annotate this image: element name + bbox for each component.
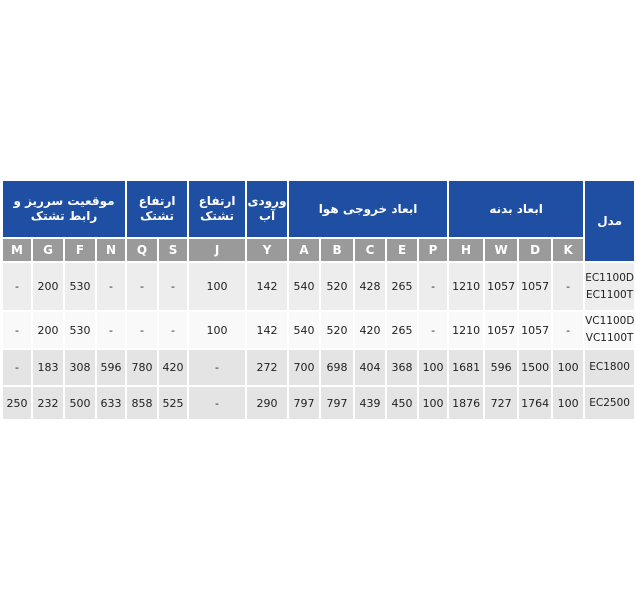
table-cell: - bbox=[3, 312, 31, 348]
table-cell: 200 bbox=[33, 263, 63, 310]
table-cell: 368 bbox=[387, 350, 417, 385]
table-cell: 1210 bbox=[449, 312, 483, 348]
table-cell: 100 bbox=[419, 350, 447, 385]
group-body: ابعاد بدنه bbox=[449, 181, 583, 237]
table-cell: 540 bbox=[289, 263, 319, 310]
table-cell: - bbox=[3, 350, 31, 385]
column-header: S bbox=[159, 239, 187, 261]
table-cell: 272 bbox=[247, 350, 287, 385]
table-cell: 530 bbox=[65, 263, 95, 310]
table-body bbox=[3, 263, 634, 419]
table-cell: 420 bbox=[159, 350, 187, 385]
table-cell: 439 bbox=[355, 387, 385, 419]
group-header-row bbox=[3, 181, 634, 237]
table-cell: 250 bbox=[3, 387, 31, 419]
spec-table bbox=[1, 179, 636, 421]
table-row bbox=[3, 387, 634, 419]
column-header: W bbox=[485, 239, 517, 261]
table-cell: - bbox=[419, 312, 447, 348]
table-cell: 308 bbox=[65, 350, 95, 385]
table-cell: 100 bbox=[553, 350, 583, 385]
table-cell: 232 bbox=[33, 387, 63, 419]
model-name: VC1100T bbox=[585, 332, 634, 344]
table-cell: 265 bbox=[387, 312, 417, 348]
table-cell: - bbox=[553, 312, 583, 348]
table-cell: 100 bbox=[553, 387, 583, 419]
table-cell: 780 bbox=[127, 350, 157, 385]
table-cell: - bbox=[97, 263, 125, 310]
table-cell: 1210 bbox=[449, 263, 483, 310]
model-cell bbox=[585, 387, 634, 419]
table-cell: - bbox=[127, 263, 157, 310]
table-cell: 100 bbox=[189, 312, 245, 348]
model-name: EC2500 bbox=[589, 396, 630, 409]
table-cell: 142 bbox=[247, 312, 287, 348]
column-header: N bbox=[97, 239, 125, 261]
table-cell: 1057 bbox=[485, 312, 517, 348]
table-cell: 520 bbox=[321, 263, 353, 310]
column-header: C bbox=[355, 239, 385, 261]
group-air-outlet: ابعاد خروجی هوا bbox=[289, 181, 447, 237]
table-cell: 1057 bbox=[519, 312, 551, 348]
table-cell: 183 bbox=[33, 350, 63, 385]
table-row bbox=[3, 263, 634, 310]
table-cell: 700 bbox=[289, 350, 319, 385]
table-row bbox=[3, 350, 634, 385]
model-name: VC1100D bbox=[585, 315, 635, 327]
table-cell: 290 bbox=[247, 387, 287, 419]
table-cell: - bbox=[553, 263, 583, 310]
model-name: EC1100T bbox=[586, 288, 634, 301]
group-tray-height-1: ارتفاع تشتک bbox=[127, 181, 187, 237]
table-cell: 142 bbox=[247, 263, 287, 310]
table-cell: 727 bbox=[485, 387, 517, 419]
table-cell: 100 bbox=[189, 263, 245, 310]
table-cell: - bbox=[97, 312, 125, 348]
table-cell: - bbox=[189, 387, 245, 419]
table-cell: 428 bbox=[355, 263, 385, 310]
table-cell: 633 bbox=[97, 387, 125, 419]
table-cell: - bbox=[159, 312, 187, 348]
table-cell: 265 bbox=[387, 263, 417, 310]
column-header: P bbox=[419, 239, 447, 261]
column-header: K bbox=[553, 239, 583, 261]
column-header: A bbox=[289, 239, 319, 261]
table-cell: 1057 bbox=[519, 263, 551, 310]
table-cell: 404 bbox=[355, 350, 385, 385]
table-cell: 420 bbox=[355, 312, 385, 348]
spec-table-container bbox=[3, 179, 635, 421]
column-header: Y bbox=[247, 239, 287, 261]
table-cell: 530 bbox=[65, 312, 95, 348]
column-header: E bbox=[387, 239, 417, 261]
table-cell: 698 bbox=[321, 350, 353, 385]
table-cell: 1764 bbox=[519, 387, 551, 419]
group-overflow: موقعیت سرریز و رابط تشتک bbox=[3, 181, 125, 237]
letter-header-row bbox=[3, 239, 634, 261]
group-tray-height-2: ارتفاع تشتک bbox=[189, 181, 245, 237]
model-cell bbox=[585, 312, 634, 348]
column-header: B bbox=[321, 239, 353, 261]
table-cell: - bbox=[419, 263, 447, 310]
column-header: G bbox=[33, 239, 63, 261]
table-cell: 797 bbox=[289, 387, 319, 419]
column-header: M bbox=[3, 239, 31, 261]
model-name: EC1100D bbox=[585, 271, 634, 284]
table-cell: - bbox=[189, 350, 245, 385]
table-row bbox=[3, 312, 634, 348]
table-cell: 858 bbox=[127, 387, 157, 419]
column-header: H bbox=[449, 239, 483, 261]
model-cell bbox=[585, 263, 634, 310]
table-cell: 797 bbox=[321, 387, 353, 419]
table-cell: - bbox=[3, 263, 31, 310]
table-cell: 596 bbox=[97, 350, 125, 385]
table-cell: 1057 bbox=[485, 263, 517, 310]
table-cell: 540 bbox=[289, 312, 319, 348]
model-cell bbox=[585, 350, 634, 385]
group-model: مدل bbox=[585, 181, 634, 261]
table-cell: 100 bbox=[419, 387, 447, 419]
table-cell: 450 bbox=[387, 387, 417, 419]
table-cell: 520 bbox=[321, 312, 353, 348]
column-header: D bbox=[519, 239, 551, 261]
group-water-inlet: ورودی آب bbox=[247, 181, 287, 237]
table-cell: 1500 bbox=[519, 350, 551, 385]
column-header: J bbox=[189, 239, 245, 261]
table-cell: 1681 bbox=[449, 350, 483, 385]
model-name: EC1800 bbox=[589, 361, 630, 373]
table-cell: 500 bbox=[65, 387, 95, 419]
column-header: Q bbox=[127, 239, 157, 261]
table-cell: - bbox=[159, 263, 187, 310]
table-cell: 200 bbox=[33, 312, 63, 348]
table-cell: 596 bbox=[485, 350, 517, 385]
table-cell: 1876 bbox=[449, 387, 483, 419]
table-cell: 525 bbox=[159, 387, 187, 419]
table-cell: - bbox=[127, 312, 157, 348]
column-header: F bbox=[65, 239, 95, 261]
